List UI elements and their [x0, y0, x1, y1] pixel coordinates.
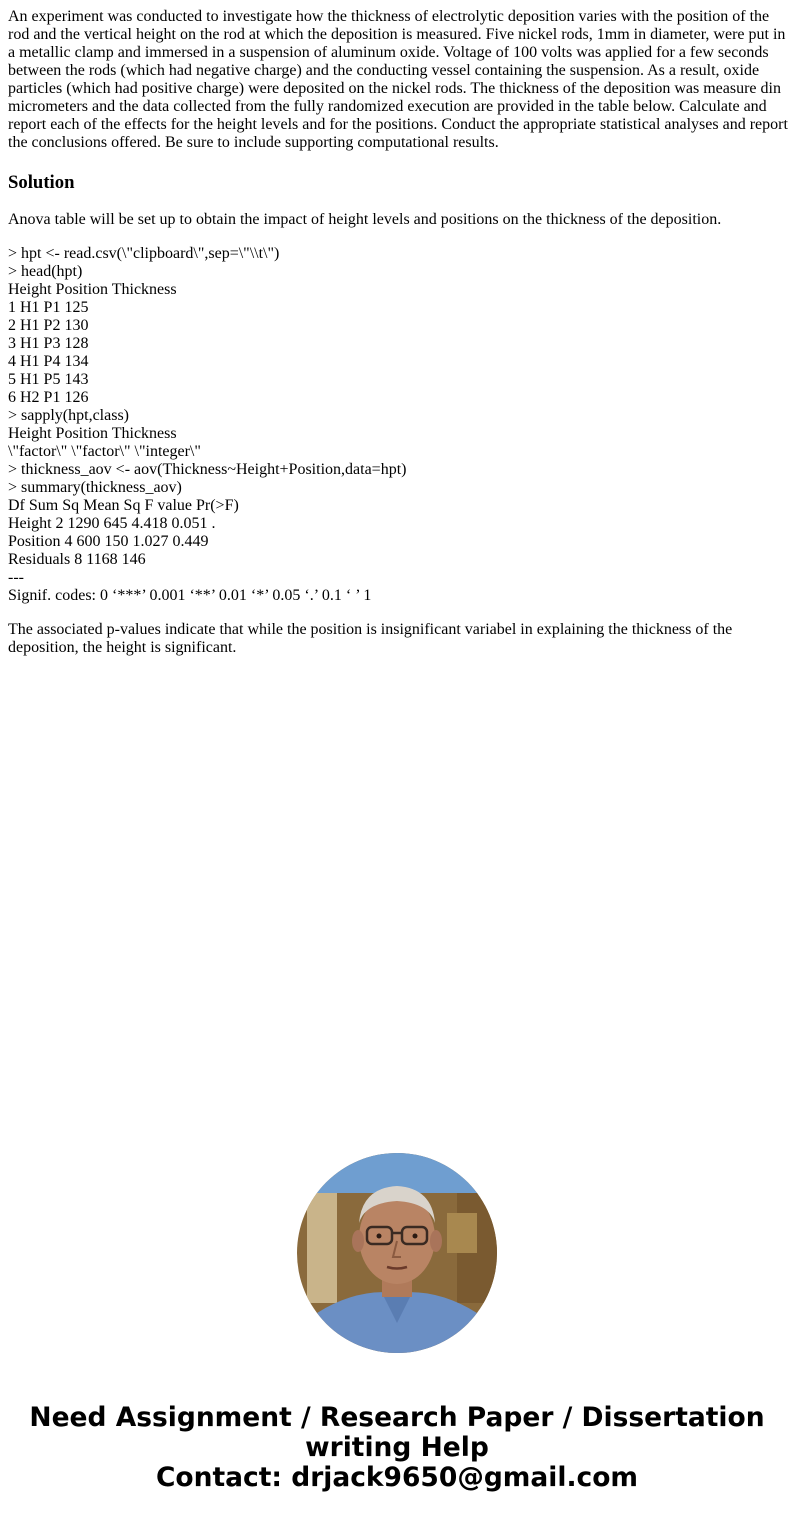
contact-email: Contact: drjack9650@gmail.com — [155, 1462, 639, 1493]
avatar — [297, 1153, 497, 1353]
code-line: Height Position Thickness — [8, 425, 177, 442]
code-line: 3 H1 P3 128 — [8, 335, 89, 352]
code-line: > head(hpt) — [8, 263, 83, 280]
code-line: \"factor\" \"factor\" \"integer\" — [8, 443, 201, 460]
solution-conclusion: The associated p-values indicate that while the position is insignificant variabel in explaining the thickness of the deposition, the height is significant. — [8, 621, 733, 656]
code-line: 5 H1 P5 143 — [8, 371, 89, 388]
code-line: 4 H1 P4 134 — [8, 353, 89, 370]
banner-line: writing Help — [305, 1432, 489, 1463]
r-console-output — [8, 245, 788, 605]
code-line: --- — [8, 569, 24, 586]
code-line: > sapply(hpt,class) — [8, 407, 129, 424]
code-line: > hpt <- read.csv(\"clipboard\",sep=\"\\t\") — [8, 245, 280, 262]
code-line: Residuals 8 1168 146 — [8, 551, 146, 568]
page-content — [8, 8, 788, 657]
code-line: Signif. codes: 0 ‘***’ 0.001 ‘**’ 0.01 ‘*’ 0.05 ‘.’ 0.1 ‘ ’ 1 — [8, 587, 372, 604]
code-line: 6 H2 P1 126 — [8, 389, 89, 406]
code-line: > thickness_aov <- aov(Thickness~Height+Position,data=hpt) — [8, 461, 407, 478]
solution-heading: Solution — [8, 172, 75, 193]
banner-line: Need Assignment / Research Paper / Dissertation — [29, 1402, 765, 1433]
question-text: An experiment was conducted to investigate how the thickness of electrolytic deposition varies with the position of the rod and the vertical height on the rod at which the deposition is measured. Five nickel rods, 1mm in diameter, were put in a metallic clamp and immersed in a suspension of aluminum oxide. Voltage of 100 volts was applied for a few seconds between the rods (which had negative charge) and the conducting vessel containing the suspension. As a result, oxide particles (which had positive charge) were deposited on the nickel rods. The thickness of the deposition was measure din micrometers and the data collected from the fully randomized execution are provided in the table below. Calculate and report each of the effects for the height levels and for the positions. Conduct the appropriate statistical analyses and report the conclusions offered. Be sure to include supporting computational results. — [8, 8, 788, 151]
code-line: 2 H1 P2 130 — [8, 317, 89, 334]
code-line: > summary(thickness_aov) — [8, 479, 182, 496]
solution-intro: Anova table will be set up to obtain the impact of height levels and positions on the thickness of the deposition. — [8, 211, 722, 228]
contact-banner — [0, 1403, 794, 1493]
code-line: Height 2 1290 645 4.418 0.051 . — [8, 515, 216, 532]
code-line: Height Position Thickness — [8, 281, 177, 298]
code-line: 1 H1 P1 125 — [8, 299, 89, 316]
person-photo-icon — [297, 1153, 497, 1353]
code-line: Position 4 600 150 1.027 0.449 — [8, 533, 209, 550]
code-line: Df Sum Sq Mean Sq F value Pr(>F) — [8, 497, 239, 514]
